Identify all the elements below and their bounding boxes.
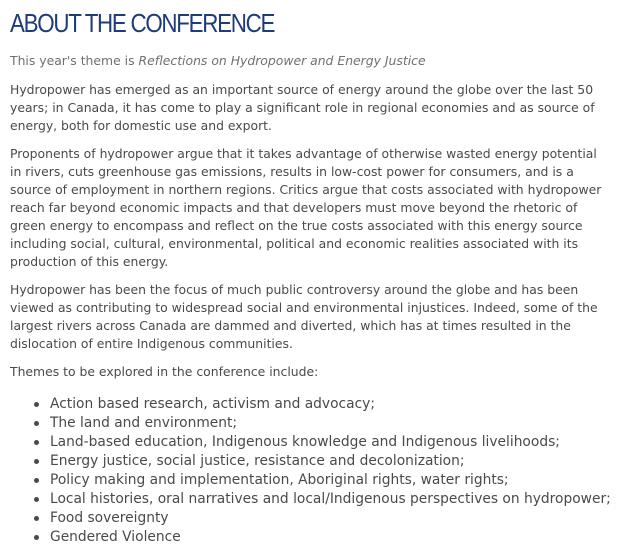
theme-title: Reflections on Hydropower and Energy Justice (138, 53, 426, 68)
list-item-text: Local histories, oral narratives and local/Indigenous perspectives on hydropower; (50, 491, 611, 507)
theme-line (10, 52, 608, 70)
list-item (50, 471, 608, 490)
paragraph-intro: Hydropower has emerged as an important source of energy around the globe over the last 50 years; in Canada, it has come to play a significant role in regional economies and as source of energy, both for domestic use and export. (10, 82, 595, 133)
list-item-text: Action based research, activism and advocacy; (50, 396, 375, 412)
theme-prefix: This year's theme is (10, 53, 139, 68)
list-item (50, 452, 608, 471)
list-item-text: The land and environment; (50, 415, 238, 431)
list-item-text: Energy justice, social justice, resistance and decolonization; (50, 453, 465, 469)
list-item (50, 395, 608, 414)
paragraph-controversy: Hydropower has been the focus of much public controversy around the globe and has been viewed as contributing to widespread social and environmental injustices. Indeed, some of the largest rivers across Canada are dammed and diverted, which has at times resulted in the dislocation of entire Indigenous communities. (10, 282, 598, 351)
bullet-icon (34, 440, 39, 445)
bullet-icon (34, 535, 39, 540)
themes-list (10, 395, 611, 547)
list-item (50, 528, 608, 547)
list-item-text: Food sovereignty (50, 510, 169, 526)
list-item-text: Land-based education, Indigenous knowledge and Indigenous livelihoods; (50, 434, 560, 450)
list-item (50, 490, 611, 509)
page-title: ABOUT THE CONFERENCE (10, 8, 275, 38)
paragraph-arguments: Proponents of hydropower argue that it takes advantage of otherwise wasted energy potential in rivers, cuts greenhouse gas emissions, results in low-cost power for consumers, and is a source of employment in northern regions. Critics argue that costs associated with hydropower reach far beyond economic impacts and that developers must move beyond the rhetoric of green energy to encompass and reflect on the true costs associated with this energy source including social, cultural, environmental, political and economic realities associated with its production of this energy. (10, 146, 602, 269)
bullet-icon (34, 421, 39, 426)
list-item (50, 433, 608, 452)
bullet-icon (34, 497, 39, 502)
bullet-icon (34, 402, 39, 407)
bullet-icon (34, 459, 39, 464)
paragraph-themes-intro: Themes to be explored in the conference include: (10, 364, 319, 379)
list-item-text: Policy making and implementation, Aboriginal rights, water rights; (50, 472, 509, 488)
bullet-icon (34, 516, 39, 521)
list-item (50, 509, 608, 528)
list-item-text: Gendered Violence (50, 529, 181, 545)
bullet-icon (34, 478, 39, 483)
list-item (50, 414, 608, 433)
